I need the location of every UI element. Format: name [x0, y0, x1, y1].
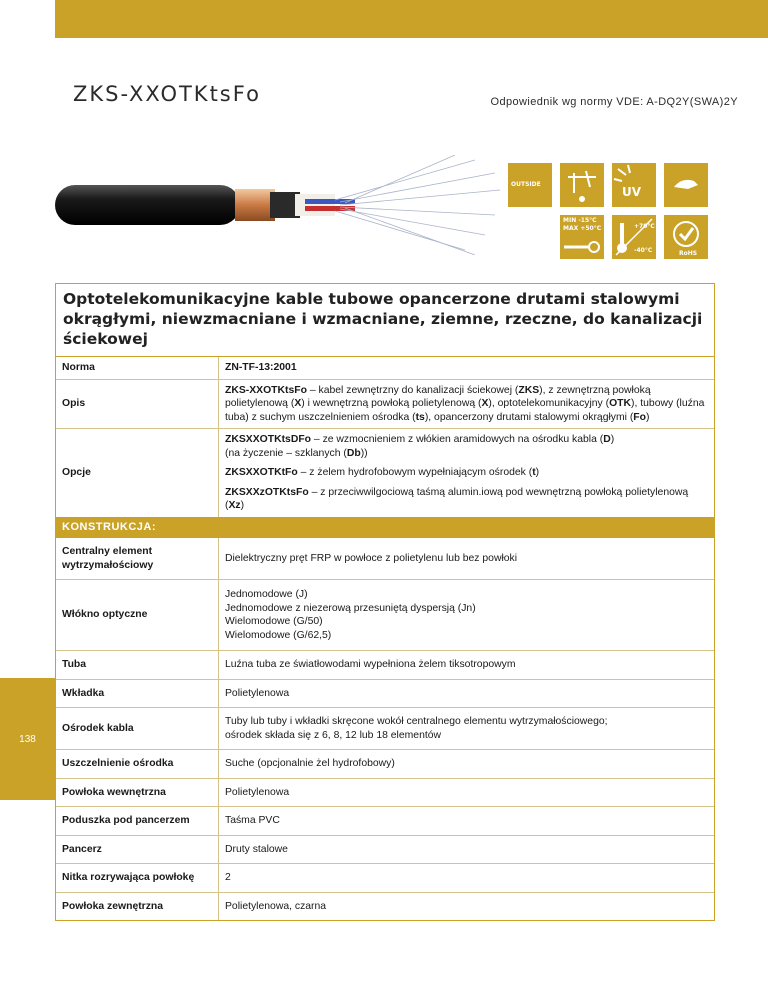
- hand-icon: [664, 163, 708, 207]
- top-color-bar: [55, 0, 768, 38]
- row-label: Włókno optyczne: [56, 580, 219, 651]
- table-row: [56, 538, 714, 580]
- value-line: Tuby lub tuby i wkładki skręcone wokół centralnego elementu wytrzymałościowego;: [225, 716, 608, 727]
- value-line: Polietylenowa, czarna: [225, 900, 327, 912]
- value-line: 2: [225, 872, 231, 883]
- value-line: Polietylenowa: [225, 687, 290, 699]
- row-label: Opis: [56, 379, 219, 429]
- page-number: 138: [19, 733, 36, 745]
- row-label: Nitka rozrywająca powłokę: [56, 864, 219, 893]
- row-label: Pancerz: [56, 835, 219, 864]
- row-label: Powłoka wewnętrzna: [56, 778, 219, 807]
- table-row: [56, 892, 714, 920]
- row-label: Uszczelnienie ośrodka: [56, 750, 219, 779]
- row-label: Opcje: [56, 429, 219, 517]
- row-value: [219, 580, 715, 651]
- value-line: Druty stalowe: [225, 843, 288, 855]
- value-line: Dielektryczny pręt FRP w powłoce z polietylenu lub bez powłoki: [225, 552, 518, 564]
- value-line: Suche (opcjonalnie żel hydrofobowy): [225, 758, 395, 769]
- section-label: KONSTRUKCJA:: [56, 517, 714, 539]
- row-value: [219, 651, 715, 680]
- table-row: [56, 679, 714, 708]
- row-value: ZN-TF-13:2001: [225, 362, 297, 373]
- outside-icon: OUTSIDE: [508, 163, 552, 207]
- uv-icon: UV: [612, 163, 656, 207]
- spec-table: [56, 357, 714, 920]
- row-value: [219, 892, 715, 920]
- value-line: Wielomodowe (G/62,5): [225, 629, 332, 641]
- row-label: Tuba: [56, 651, 219, 680]
- row-label: Poduszka pod pancerzem: [56, 807, 219, 836]
- spec-table-box: [55, 283, 715, 921]
- row-value: [219, 864, 715, 893]
- row-value: [219, 807, 715, 836]
- value-line: Taśma PVC: [225, 815, 280, 826]
- table-row: [56, 651, 714, 680]
- spec-heading: Optotelekomunikacyjne kable tubowe opancerzone drutami stalowymi okrągłymi, niewzmacniane i wzmacniane, ziemne, rzeczne, do kanalizacji ściekowej: [56, 284, 714, 357]
- value-line: Jednomodowe (J): [225, 589, 308, 600]
- option-2: ZKSXXOTKtFo – z żelem hydrofobowym wypełniającym ośrodek (t): [225, 467, 540, 478]
- option-3: ZKSXXzOTKtsFo – z przeciwwilgociową taśmą alumin.iową pod wewnętrzną powłoką polietylenową (Xz): [225, 486, 689, 511]
- page-number-tab: [0, 678, 55, 800]
- table-row: [56, 708, 714, 750]
- install-temperature-icon: MIN -15°C MAX +50°C: [560, 215, 604, 259]
- row-value: [219, 429, 715, 517]
- table-row: [56, 750, 714, 779]
- option-1: ZKSXXOTKtsDFo – ze wzmocnieniem z włókien aramidowych na ośrodku kabla (D) (na życzenie – szklanych (Db)): [225, 434, 615, 459]
- value-line: ośrodek składa się z 6, 8, 12 lub 18 elementów: [225, 729, 442, 741]
- section-header: [56, 517, 714, 539]
- row-value: [219, 835, 715, 864]
- table-row: [56, 778, 714, 807]
- value-line: Wielomodowe (G/50): [225, 616, 323, 627]
- row-value: [219, 538, 715, 580]
- row-value: [219, 679, 715, 708]
- rohs-check-icon: RoHS: [664, 215, 708, 259]
- table-row: [56, 864, 714, 893]
- table-row: [56, 357, 714, 379]
- vde-equivalent: Odpowiednik wg normy VDE: A-DQ2Y(SWA)2Y: [490, 96, 738, 108]
- table-row: [56, 429, 714, 517]
- row-label: Ośrodek kabla: [56, 708, 219, 750]
- row-label: Powłoka zewnętrzna: [56, 892, 219, 920]
- value-line: Polietylenowa: [225, 786, 290, 798]
- row-label: Centralny element wytrzymałościowy: [56, 538, 219, 580]
- value-line: Jednomodowe z niezerową przesuniętą dyspersją (Jn): [225, 602, 476, 614]
- row-value: [219, 778, 715, 807]
- construction-rows: [56, 538, 714, 920]
- table-row: [56, 379, 714, 429]
- product-title: ZKS-XXOTKtsFo: [73, 82, 261, 106]
- thermometer-icon: +70°C -40°C: [612, 215, 656, 259]
- trench-icon: [560, 163, 604, 207]
- table-row: [56, 807, 714, 836]
- row-label: Norma: [56, 357, 219, 379]
- row-label: Wkładka: [56, 679, 219, 708]
- cable-image: [55, 155, 505, 255]
- row-value: ZKS-XXOTKtsFo – kabel zewnętrzny do kanalizacji ściekowej (ZKS), z zewnętrzną powłoką polietylenową (X) i wewnętrzną powłoką polietylenową (X), optotelekomunikacyjny (OTK), tubowy (luźna tuba) z suchym uszczelnieniem ośrodka (ts), opancerzony drutami stalowymi okrągłymi (Fo): [219, 379, 715, 429]
- value-line: Luźna tuba ze światłowodami wypełniona żelem tiksotropowym: [225, 659, 516, 670]
- table-row: [56, 580, 714, 651]
- row-value: [219, 708, 715, 750]
- table-row: [56, 835, 714, 864]
- row-value: [219, 750, 715, 779]
